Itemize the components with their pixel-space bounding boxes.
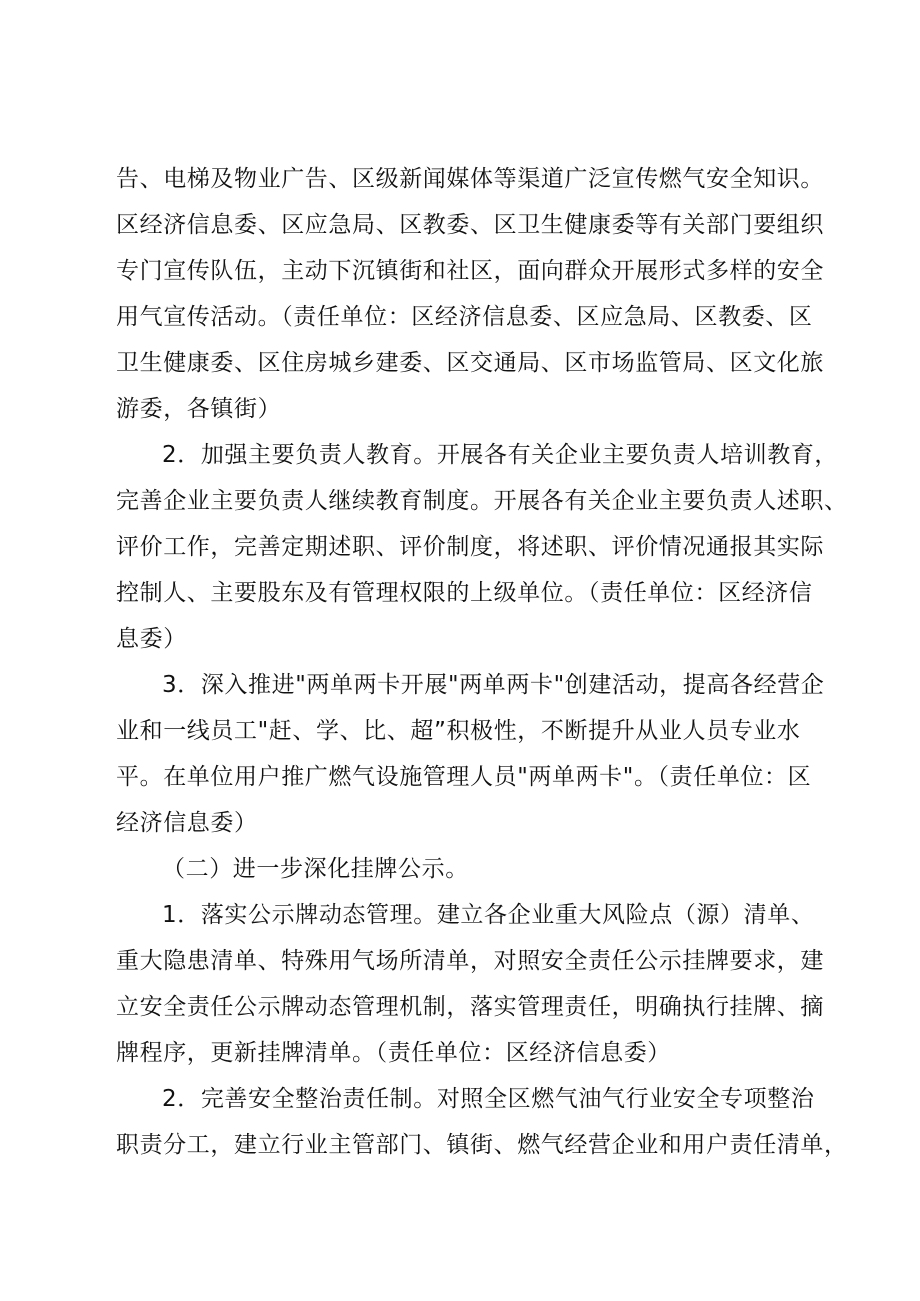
text-line: 职责分工，建立行业主管部门、镇街、燃气经营企业和用户责任清单， — [116, 1132, 848, 1158]
text-line: 专门宣传队伍，主动下沉镇街和社区，面向群众开展形式多样的安全 — [116, 258, 824, 284]
text-line: 告、电梯及物业广告、区级新闻媒体等渠道广泛宣传燃气安全知识。 — [116, 166, 824, 192]
text-line: 牌程序，更新挂牌清单。（责任单位：区经济信息委） — [116, 1040, 671, 1066]
text-line: 业和一线员工"赶、学、比、超”积极性，不断提升从业人员专业水 — [116, 718, 801, 744]
text-line: 2．加强主要负责人教育。开展各有关企业主要负责人培训教育， — [162, 442, 839, 468]
text-line: 完善企业主要负责人继续教育制度。开展各有关企业主要负责人述职、 — [116, 488, 848, 514]
section-heading: （二）进一步深化挂牌公示。 — [162, 856, 469, 882]
text-line: 平。在单位用户推广燃气设施管理人员"两单两卡"。（责任单位：区 — [116, 764, 812, 790]
text-line: 息委） — [116, 626, 187, 652]
text-line: 重大隐患清单、特殊用气场所清单，对照安全责任公示挂牌要求，建 — [116, 948, 824, 974]
text-line: 卫生健康委、区住房城乡建委、区交通局、区市场监管局、区文化旅 — [116, 350, 824, 376]
text-line: 控制人、主要股东及有管理权限的上级单位。（责任单位：区经济信 — [116, 580, 813, 606]
text-line: 用气宣传活动。（责任单位：区经济信息委、区应急局、区教委、区 — [116, 304, 813, 330]
text-line: 3．深入推进"两单两卡开展"两单两卡"创建活动，提高各经营企 — [162, 672, 825, 698]
text-line: 经济信息委） — [116, 810, 258, 836]
text-line: 区经济信息委、区应急局、区教委、区卫生健康委等有关部门要组织 — [116, 212, 824, 238]
text-line: 游委，各镇街） — [116, 396, 282, 422]
text-line: 2．完善安全整治责任制。对照全区燃气油气行业安全专项整治 — [162, 1086, 815, 1112]
text-line: 1．落实公示牌动态管理。建立各企业重大风险点（源）清单、 — [162, 902, 815, 928]
text-line: 评价工作，完善定期述职、评价制度，将述职、评价情况通报其实际 — [116, 534, 824, 560]
text-line: 立安全责任公示牌动态管理机制，落实管理责任，明确执行挂牌、摘 — [116, 994, 824, 1020]
